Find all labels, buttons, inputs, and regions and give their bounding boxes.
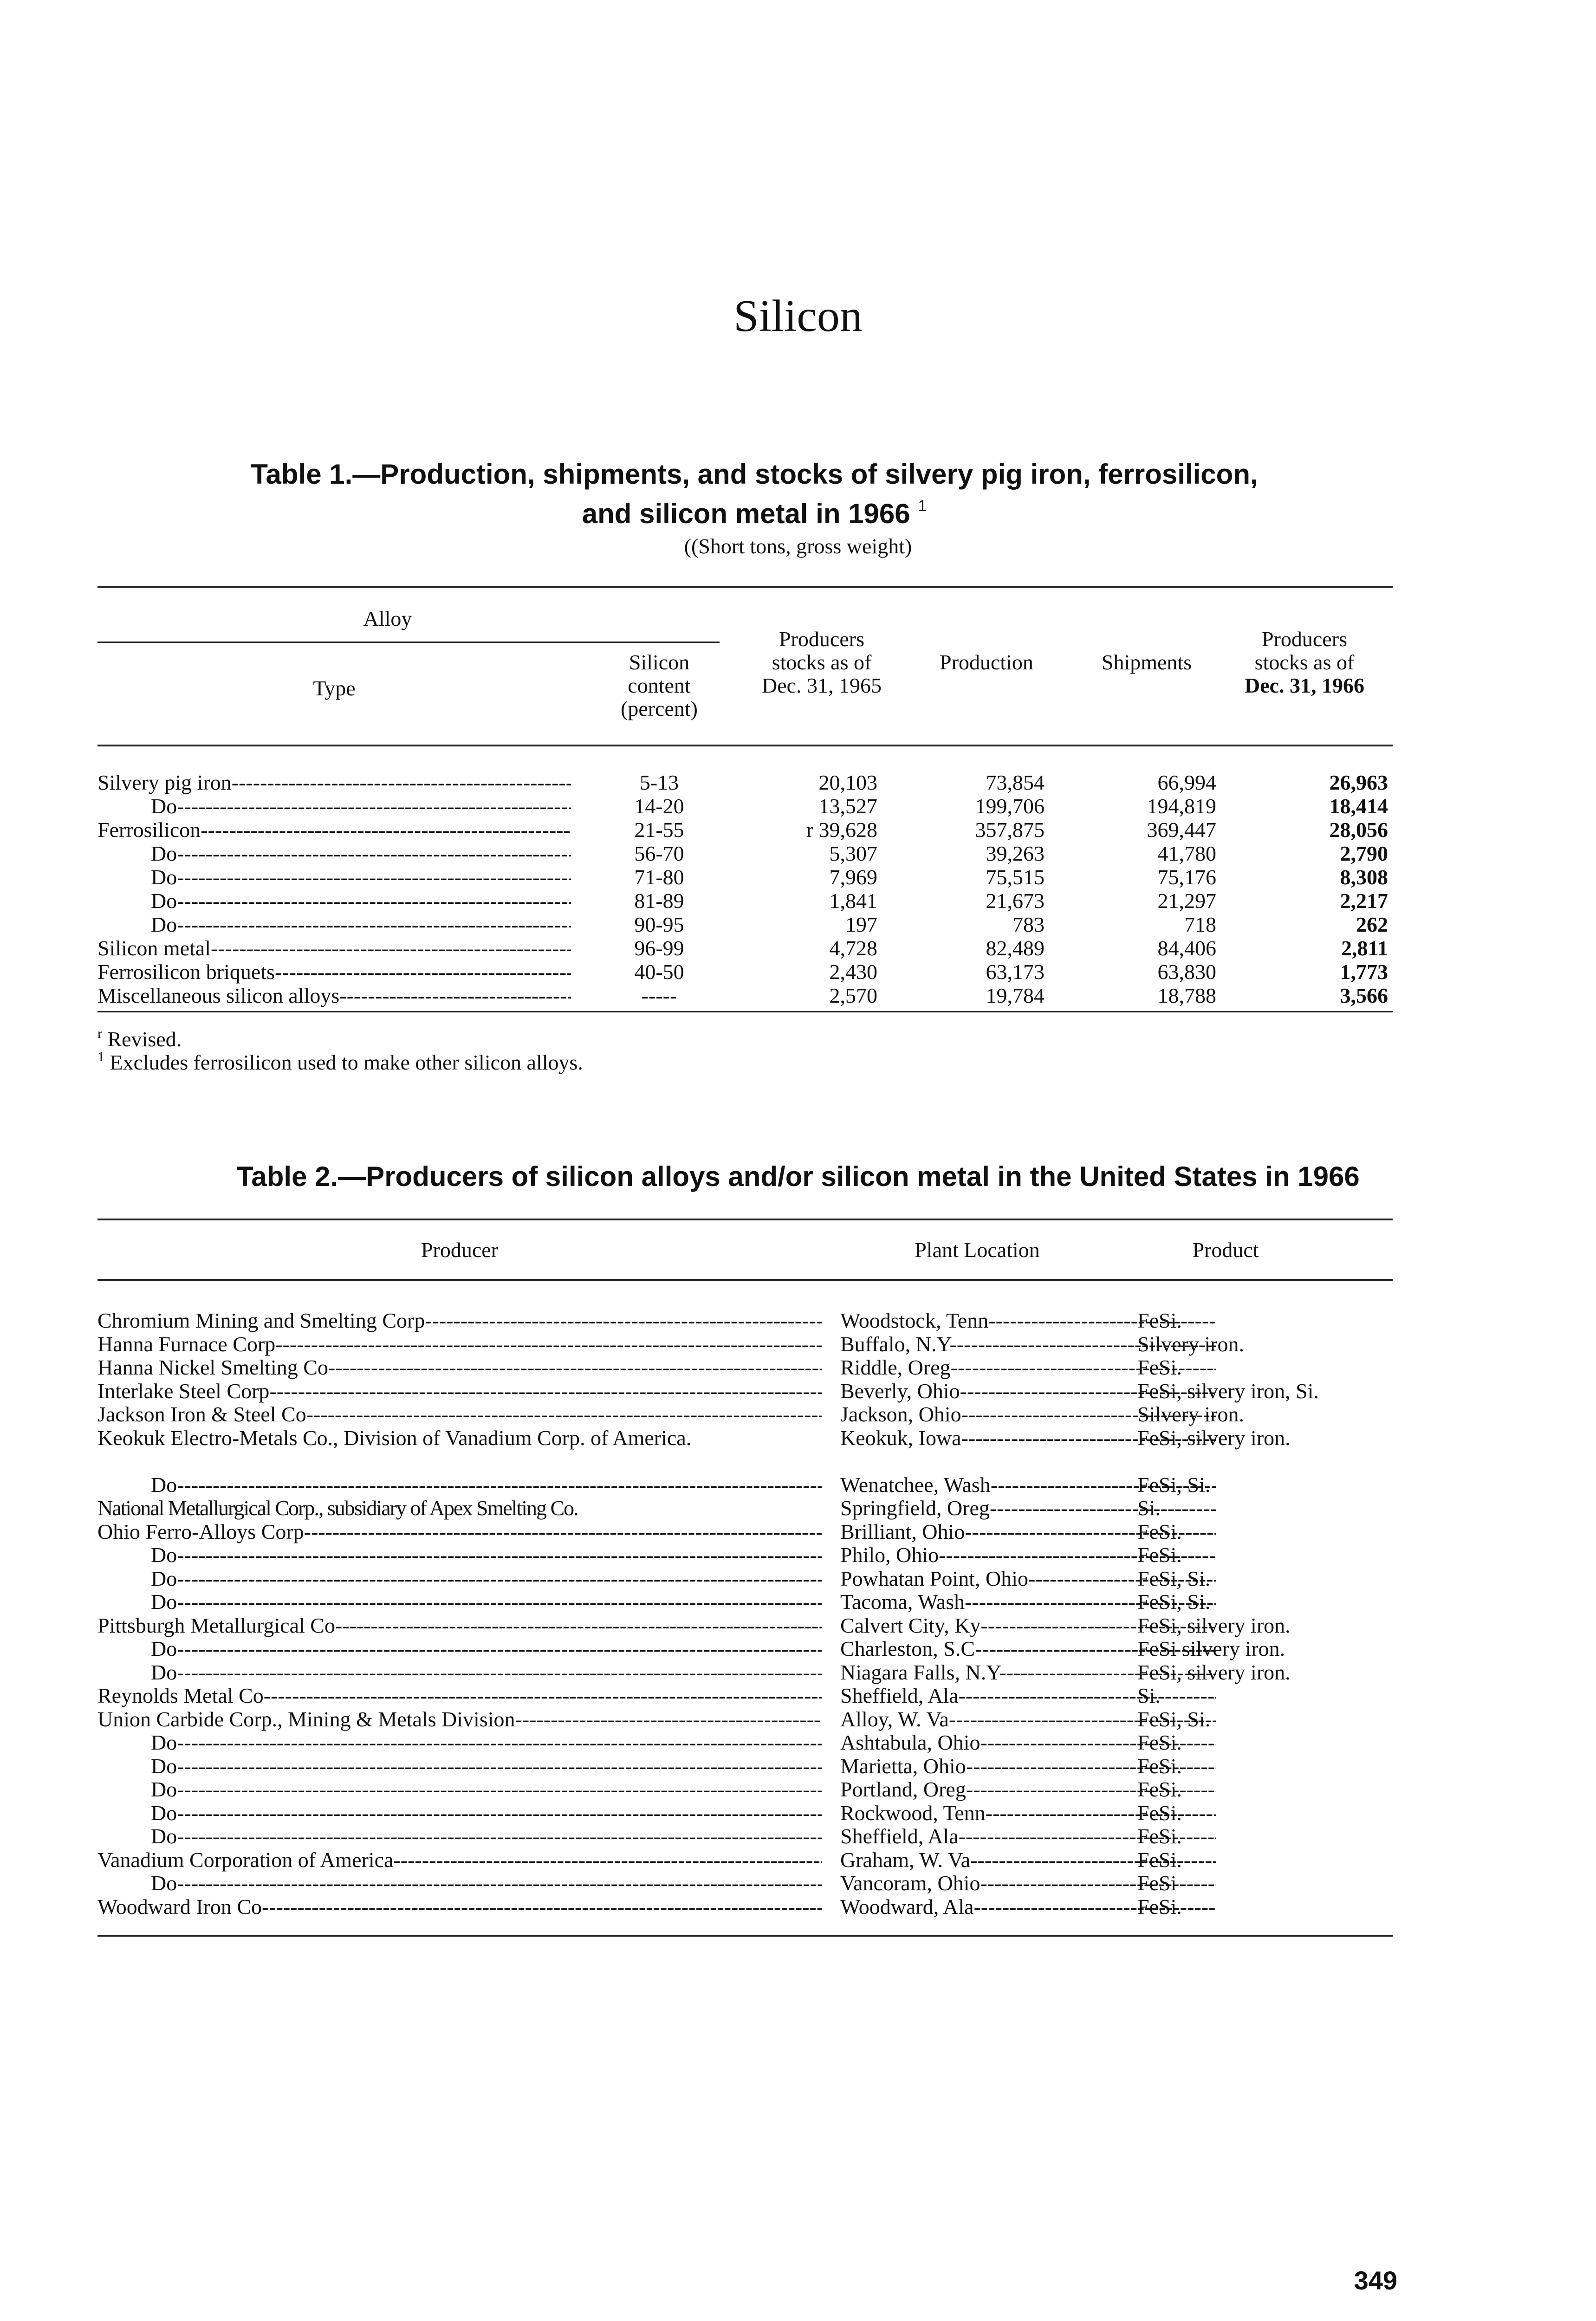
row-stocks-1965: 197 bbox=[845, 913, 877, 936]
table1-caption-line2-text: and silicon metal in 1966 bbox=[582, 498, 910, 529]
row-production: 783 bbox=[1012, 913, 1045, 936]
row-product: FeSi, silvery iron. bbox=[1137, 1660, 1291, 1684]
row-shipments: 194,819 bbox=[1147, 794, 1216, 818]
table1-header-stocks-2: stocks as of bbox=[772, 650, 872, 674]
row-location: Keokuk, Iowa ----- bbox=[840, 1426, 1216, 1450]
table2-bottom-rule bbox=[97, 1935, 1393, 1937]
row-stocks-1965: 2,570 bbox=[829, 984, 877, 1007]
row-producer: Do ----- bbox=[151, 1731, 822, 1755]
table1-header-stocks-1965 bbox=[736, 628, 908, 697]
table1-caption-footnote-mark: 1 bbox=[918, 497, 927, 515]
table2-row bbox=[97, 1473, 1397, 1497]
table2-row bbox=[97, 1520, 1397, 1544]
table1-header-alloy: Alloy bbox=[363, 607, 412, 630]
row-type: Do ----- bbox=[151, 794, 571, 818]
row-production: 63,173 bbox=[986, 960, 1045, 984]
row-stocks-1965: 2,430 bbox=[829, 960, 877, 984]
row-product: Silvery iron. bbox=[1137, 1332, 1244, 1356]
table2-header-producer: Producer bbox=[421, 1238, 499, 1262]
row-location: Calvert City, Ky ----- bbox=[840, 1614, 1216, 1638]
table2-row bbox=[97, 1778, 1397, 1802]
row-production: 357,875 bbox=[975, 818, 1045, 842]
row-producer: Do ----- bbox=[151, 1872, 822, 1895]
row-location: Rockwood, Tenn ----- bbox=[840, 1802, 1216, 1825]
table1-caption-line2 bbox=[116, 490, 1393, 530]
row-silicon: 96-99 bbox=[634, 936, 684, 960]
table2-row bbox=[97, 1356, 1397, 1380]
row-producer: Do ----- bbox=[151, 1590, 822, 1614]
row-shipments: 41,780 bbox=[1157, 842, 1216, 865]
row-stocks-1965: 5,307 bbox=[829, 842, 877, 865]
table2-body bbox=[97, 1309, 1397, 1919]
row-product: FeSi. bbox=[1137, 1894, 1182, 1919]
table1-caption bbox=[116, 459, 1393, 530]
row-type: Silvery pig iron ----- bbox=[97, 771, 571, 794]
table1-header-silicon-1: Silicon bbox=[629, 650, 690, 674]
row-silicon: 21-55 bbox=[634, 818, 684, 842]
row-stocks-1966: 3,566 bbox=[1340, 984, 1388, 1007]
table2-row bbox=[97, 1825, 1397, 1848]
row-product: FeSi. bbox=[1137, 1801, 1182, 1825]
table1-top-rule bbox=[97, 586, 1393, 588]
row-stocks-1965: 7,969 bbox=[829, 865, 877, 889]
row-product: FeSi, silvery iron, Si. bbox=[1137, 1379, 1319, 1403]
table2-row bbox=[97, 1731, 1397, 1755]
row-location: Marietta, Ohio ----- bbox=[840, 1755, 1216, 1778]
row-shipments: 369,447 bbox=[1147, 818, 1216, 842]
row-producer: Interlake Steel Corp ----- bbox=[97, 1380, 822, 1403]
row-type: Do ----- bbox=[151, 865, 571, 889]
row-location: Brilliant, Ohio ----- bbox=[840, 1520, 1216, 1544]
row-location: Beverly, Ohio ----- bbox=[840, 1380, 1216, 1403]
row-stocks-1966: 2,217 bbox=[1340, 889, 1388, 913]
footnote-revised-mark: r bbox=[97, 1026, 102, 1041]
row-product: FeSi, Si. bbox=[1137, 1590, 1211, 1614]
table2-row bbox=[97, 1895, 1397, 1919]
table1-row bbox=[97, 984, 1397, 1007]
table2-row bbox=[97, 1872, 1397, 1895]
table2-row bbox=[97, 1661, 1397, 1685]
row-producer: Do ----- bbox=[151, 1661, 822, 1685]
footnote-revised-text: Revised. bbox=[107, 1027, 182, 1051]
row-location: Graham, W. Va ----- bbox=[840, 1848, 1216, 1872]
table2-caption: Table 2.—Producers of silicon alloys and/or silicon metal in the United States in 1966 bbox=[236, 1161, 1360, 1192]
row-producer: National Metallurgical Corp., subsidiary of Apex Smelting Co. bbox=[97, 1497, 578, 1520]
row-location: Jackson, Ohio ----- bbox=[840, 1403, 1216, 1426]
row-type: Miscellaneous silicon alloys ----- bbox=[97, 984, 571, 1007]
row-product: Si. bbox=[1137, 1684, 1161, 1707]
footnote-1-text: Excludes ferrosilicon used to make other silicon alloys. bbox=[110, 1050, 583, 1074]
row-location: Vancoram, Ohio ----- bbox=[840, 1872, 1216, 1895]
row-type: Ferrosilicon ----- bbox=[97, 818, 571, 842]
row-silicon: 90-95 bbox=[634, 913, 684, 936]
row-producer: Ohio Ferro-Alloys Corp ----- bbox=[97, 1520, 822, 1544]
table2-row bbox=[97, 1590, 1397, 1614]
table1-header-end-3: Dec. 31, 1966 bbox=[1244, 674, 1365, 697]
row-production: 75,515 bbox=[986, 865, 1045, 889]
row-silicon: 81-89 bbox=[634, 889, 684, 913]
table1-header-silicon-3: (percent) bbox=[621, 697, 698, 720]
table1-header-rule bbox=[97, 745, 1393, 746]
row-producer: Pittsburgh Metallurgical Co ----- bbox=[97, 1614, 822, 1638]
row-location: Alloy, W. Va ----- bbox=[840, 1708, 1216, 1731]
table1-header-stocks-3: Dec. 31, 1965 bbox=[761, 674, 882, 697]
row-producer: Do ----- bbox=[151, 1473, 822, 1497]
row-stocks-1965: 13,527 bbox=[818, 794, 877, 818]
table1-row bbox=[97, 936, 1397, 960]
table2-row bbox=[97, 1380, 1397, 1403]
row-location: Powhatan Point, Ohio ----- bbox=[840, 1567, 1216, 1591]
row-location: Woodstock, Tenn ----- bbox=[840, 1309, 1216, 1333]
row-shipments: 18,788 bbox=[1157, 984, 1216, 1007]
table2-row bbox=[97, 1497, 1397, 1520]
row-location: Buffalo, N.Y ----- bbox=[840, 1333, 1216, 1356]
table1-header-stocks-1: Producers bbox=[779, 627, 864, 651]
page-number: 349 bbox=[1354, 2266, 1397, 2295]
row-stocks-1966: 18,414 bbox=[1329, 794, 1388, 818]
row-silicon: 14-20 bbox=[634, 794, 684, 818]
table1-header-production: Production bbox=[940, 650, 1033, 674]
table1-header-silicon-2: content bbox=[628, 674, 691, 697]
row-production: 39,263 bbox=[986, 842, 1045, 865]
table2-row bbox=[97, 1309, 1397, 1333]
table1-footnote-1 bbox=[97, 1049, 583, 1075]
table2-header-rule bbox=[97, 1279, 1393, 1281]
row-location: Springfield, Oreg ----- bbox=[840, 1497, 1216, 1520]
row-location: Wenatchee, Wash ----- bbox=[840, 1473, 1216, 1497]
row-product: FeSi bbox=[1137, 1871, 1177, 1895]
row-producer: Do ----- bbox=[151, 1637, 822, 1661]
table2-row bbox=[97, 1802, 1397, 1825]
row-location: Woodward, Ala ----- bbox=[840, 1895, 1216, 1919]
row-producer: Hanna Nickel Smelting Co ----- bbox=[97, 1356, 822, 1380]
row-type: Do ----- bbox=[151, 889, 571, 913]
row-silicon: ----- bbox=[641, 984, 677, 1007]
row-production: 19,784 bbox=[986, 984, 1045, 1007]
row-production: 199,706 bbox=[975, 794, 1045, 818]
row-product: FeSi, silvery iron. bbox=[1137, 1426, 1291, 1450]
table2-row bbox=[97, 1567, 1397, 1591]
row-product: FeSi. bbox=[1137, 1848, 1182, 1872]
row-shipments: 63,830 bbox=[1157, 960, 1216, 984]
row-stocks-1966: 262 bbox=[1356, 913, 1388, 936]
row-stocks-1966: 2,790 bbox=[1340, 842, 1388, 865]
row-stocks-1965: r 39,628 bbox=[806, 818, 877, 842]
table2-row bbox=[97, 1614, 1397, 1638]
table2-row bbox=[97, 1637, 1397, 1661]
row-product: Silvery iron. bbox=[1137, 1402, 1244, 1426]
row-shipments: 84,406 bbox=[1157, 936, 1216, 960]
table1-row bbox=[97, 842, 1397, 865]
row-stocks-1965: 4,728 bbox=[829, 936, 877, 960]
table1-subtitle: ((Short tons, gross weight) bbox=[684, 534, 912, 558]
table2-header-product: Product bbox=[1192, 1238, 1259, 1262]
page-title: Silicon bbox=[733, 291, 863, 341]
table2-row bbox=[97, 1543, 1397, 1567]
row-product: FeSi silvery iron. bbox=[1137, 1637, 1285, 1660]
row-shipments: 66,994 bbox=[1157, 771, 1216, 794]
row-producer: Do ----- bbox=[151, 1543, 822, 1567]
row-silicon: 56-70 bbox=[634, 842, 684, 865]
row-product: FeSi. bbox=[1137, 1519, 1182, 1543]
row-product: FeSi, Si. bbox=[1137, 1472, 1211, 1497]
row-location: Charleston, S.C ----- bbox=[840, 1637, 1216, 1661]
table1-header-end-1: Producers bbox=[1262, 627, 1347, 651]
footnote-1-mark: 1 bbox=[97, 1049, 104, 1064]
table2-top-rule bbox=[97, 1219, 1393, 1220]
table1-caption-line1: Table 1.—Production, shipments, and stocks of silvery pig iron, ferrosilicon, bbox=[251, 459, 1258, 490]
table1-header-type: Type bbox=[313, 676, 356, 700]
row-location: Riddle, Oreg ----- bbox=[840, 1356, 1216, 1380]
row-stocks-1965: 20,103 bbox=[818, 771, 877, 794]
row-producer: Chromium Mining and Smelting Corp ----- bbox=[97, 1309, 822, 1333]
row-type: Silicon metal ----- bbox=[97, 936, 571, 960]
table1-row bbox=[97, 794, 1397, 818]
table1-footnote-revised bbox=[97, 1026, 182, 1051]
row-product: FeSi, Si. bbox=[1137, 1707, 1211, 1731]
table1-body bbox=[97, 771, 1397, 1007]
row-type: Ferrosilicon briquets ----- bbox=[97, 960, 571, 984]
table1-bottom-rule bbox=[97, 1011, 1393, 1012]
row-shipments: 75,176 bbox=[1157, 865, 1216, 889]
row-producer: Vanadium Corporation of America ----- bbox=[97, 1848, 822, 1872]
table2-row bbox=[97, 1426, 1397, 1473]
row-stocks-1966: 8,308 bbox=[1340, 865, 1388, 889]
row-product: FeSi. bbox=[1137, 1824, 1182, 1848]
row-product: FeSi. bbox=[1137, 1355, 1182, 1379]
row-location: Portland, Oreg ----- bbox=[840, 1778, 1216, 1802]
row-producer: Union Carbide Corp., Mining & Metals Division ----- bbox=[97, 1708, 822, 1731]
row-producer: Keokuk Electro-Metals Co., Division of Vanadium Corp. of America. bbox=[97, 1426, 692, 1450]
table2-row bbox=[97, 1684, 1397, 1708]
row-stocks-1966: 26,963 bbox=[1329, 771, 1388, 794]
row-product: FeSi. bbox=[1137, 1777, 1182, 1801]
row-product: FeSi. bbox=[1137, 1543, 1182, 1567]
table1-row bbox=[97, 818, 1397, 842]
row-location: Tacoma, Wash ----- bbox=[840, 1590, 1216, 1614]
row-stocks-1966: 28,056 bbox=[1329, 818, 1388, 842]
row-stocks-1966: 2,811 bbox=[1341, 936, 1388, 960]
table1-header-shipments: Shipments bbox=[1101, 650, 1192, 674]
table2-row bbox=[97, 1755, 1397, 1778]
table2-row bbox=[97, 1708, 1397, 1731]
row-location: Sheffield, Ala ----- bbox=[840, 1825, 1216, 1848]
row-stocks-1965: 1,841 bbox=[829, 889, 877, 913]
row-production: 73,854 bbox=[986, 771, 1045, 794]
row-producer: Hanna Furnace Corp ----- bbox=[97, 1333, 822, 1356]
row-location: Niagara Falls, N.Y ----- bbox=[840, 1661, 1216, 1685]
row-producer: Do ----- bbox=[151, 1778, 822, 1802]
row-shipments: 718 bbox=[1184, 913, 1216, 936]
row-product: FeSi. bbox=[1137, 1731, 1182, 1754]
row-producer: Do ----- bbox=[151, 1825, 822, 1848]
row-producer: Do ----- bbox=[151, 1567, 822, 1591]
row-producer: Jackson Iron & Steel Co ----- bbox=[97, 1403, 822, 1426]
row-silicon: 5-13 bbox=[639, 771, 679, 794]
table2-row bbox=[97, 1403, 1397, 1426]
table1-alloy-rule bbox=[97, 642, 720, 643]
row-stocks-1966: 1,773 bbox=[1340, 960, 1388, 984]
table2-row bbox=[97, 1333, 1397, 1356]
row-location: Philo, Ohio ----- bbox=[840, 1543, 1216, 1567]
row-product: FeSi, Si. bbox=[1137, 1566, 1211, 1590]
table1-header-silicon bbox=[599, 651, 720, 720]
row-type: Do ----- bbox=[151, 913, 571, 936]
row-producer: Woodward Iron Co ----- bbox=[97, 1895, 822, 1919]
table1-row bbox=[97, 889, 1397, 913]
table1-row bbox=[97, 913, 1397, 936]
row-product: FeSi. bbox=[1137, 1754, 1182, 1778]
row-silicon: 40-50 bbox=[634, 960, 684, 984]
row-producer: Reynolds Metal Co ----- bbox=[97, 1684, 822, 1708]
row-production: 82,489 bbox=[986, 936, 1045, 960]
row-type: Do ----- bbox=[151, 842, 571, 865]
table1-header-stocks-1966 bbox=[1216, 628, 1393, 697]
row-producer: Do ----- bbox=[151, 1755, 822, 1778]
row-product: FeSi. bbox=[1137, 1309, 1182, 1332]
row-location: Ashtabula, Ohio ----- bbox=[840, 1731, 1216, 1755]
row-product: Si. bbox=[1137, 1496, 1161, 1520]
table2-header-location: Plant Location bbox=[915, 1238, 1040, 1262]
table1-row bbox=[97, 771, 1397, 794]
table2-row bbox=[97, 1848, 1397, 1872]
row-production: 21,673 bbox=[986, 889, 1045, 913]
table1-row bbox=[97, 960, 1397, 984]
row-location: Sheffield, Ala ----- bbox=[840, 1684, 1216, 1708]
table1-header-end-2: stocks as of bbox=[1254, 650, 1355, 674]
row-producer: Do ----- bbox=[151, 1802, 822, 1825]
row-product: FeSi, silvery iron. bbox=[1137, 1613, 1291, 1637]
row-silicon: 71-80 bbox=[634, 865, 684, 889]
row-shipments: 21,297 bbox=[1157, 889, 1216, 913]
table1-row bbox=[97, 865, 1397, 889]
